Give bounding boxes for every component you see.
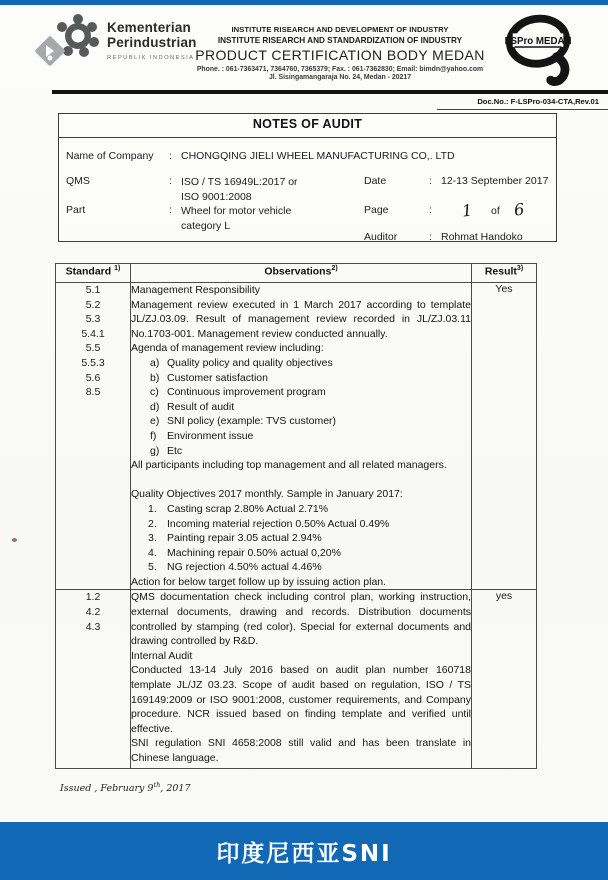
list-marker: d): [150, 400, 160, 413]
top-blue-strip: [0, 0, 608, 5]
list-item: [131, 517, 471, 532]
company-value: CHONGQING JIELI WHEEL MANUFACTURING CO,. LTD: [181, 150, 455, 162]
list-text: Quality policy and quality objectives: [167, 356, 333, 369]
notes-of-audit-box: [58, 113, 557, 242]
list-marker: f): [150, 429, 157, 442]
obs-paragraph: Quality Objectives 2017 monthly. Sample in January 2017:: [131, 488, 403, 501]
ministry-line2: Perindustrian: [107, 35, 197, 50]
part-value-line2: category L: [181, 219, 231, 232]
list-text: Etc: [167, 444, 183, 457]
list-item: [131, 371, 471, 386]
standard-ref: 8.5: [85, 386, 101, 399]
audit-info-fields: [59, 138, 556, 241]
ministry-line3: REPUBLIK INDONESIA: [107, 55, 195, 61]
standard-ref: 5.1: [85, 284, 101, 296]
list-text: Continuous improvement program: [167, 386, 326, 399]
result-cell: yes: [472, 590, 537, 769]
letterhead-center: [182, 25, 498, 81]
standard-ref: 5.4.1: [81, 327, 105, 340]
audit-table: [55, 263, 537, 769]
list-marker: 2.: [148, 517, 157, 530]
kemenperin-gear-logo: [34, 14, 106, 75]
auditor-label: Auditor: [364, 231, 398, 243]
phone-line: Phone. : 061-7363471, 7364760, 7365379; Fax. : 061-7362830; Email: bimdn@yahoo.com: [196, 66, 484, 73]
standard-ref: 1.2: [85, 591, 101, 604]
standard-ref: 5.3: [85, 313, 101, 326]
handwritten-page-current: 1: [460, 200, 474, 221]
issued-year: , 2017: [160, 783, 191, 795]
standard-ref: 5.2: [85, 298, 101, 311]
obs-paragraph: QMS documentation check including control plan, working instruction, external documents, drawing and records. Distribution documents controlled by stamping (red color). Special for external documents and drawing controlled by R&D.: [131, 591, 471, 648]
qms-label: QMS: [66, 175, 90, 187]
list-marker: g): [150, 444, 160, 457]
list-item: [131, 429, 471, 444]
certification-body-name: PRODUCT CERTIFICATION BODY MEDAN: [195, 47, 485, 63]
list-item: [131, 531, 471, 546]
banner-text: 印度尼西亚SNI: [216, 840, 392, 867]
list-item: [131, 400, 471, 415]
table-row: [56, 590, 537, 769]
list-item: [131, 385, 471, 400]
company-label: Name of Company: [66, 150, 154, 162]
institute-line1: INSTITUTE RISEARCH AND DEVELOPMENT OF INDUSTRY: [231, 25, 449, 34]
list-item: [131, 414, 471, 429]
obs-paragraph: Management review executed in 1 March 2017 according to template JL/ZJ.03.09. Result of management review recorded in JL/ZJ.03.11 No.1703-001. Management review conducted annually.: [131, 298, 471, 340]
list-marker: 5.: [148, 561, 157, 574]
result-column-header: [472, 264, 537, 283]
institute-line2: INSTITUTE RISEARCH AND STANDARDIZATION OF INDUSTRY: [217, 36, 463, 45]
observations-header-text: Observations: [264, 265, 332, 278]
address-line: Jl. Sisingamangaraja No. 24, Medan - 20217: [268, 74, 412, 81]
table-row: [56, 283, 537, 590]
issued-date-line: [60, 781, 191, 794]
standard-ref: 5.5: [85, 342, 101, 355]
page-title: NOTES OF AUDIT: [59, 114, 556, 138]
colon: :: [429, 231, 432, 243]
obs-heading: Management Responsibility: [131, 284, 260, 296]
standard-header-sup: 1): [114, 265, 121, 272]
list-marker: b): [150, 371, 160, 384]
list-item: [131, 560, 471, 575]
observations-column-header: [131, 264, 472, 283]
qms-value: [181, 175, 298, 204]
lspro-logo-text: LSPro MEDAN: [504, 36, 572, 48]
list-text: Customer satisfaction: [167, 371, 268, 384]
observations-cell: [131, 283, 472, 590]
bottom-banner: [0, 822, 608, 880]
standard-ref: 4.2: [85, 606, 101, 619]
part-value: [181, 204, 291, 233]
observations-header-sup: 2): [331, 265, 338, 272]
table-header-row: [56, 264, 537, 283]
page-label: Page: [364, 204, 389, 216]
standard-header-text: Standard: [65, 265, 115, 278]
blank-line: [131, 473, 471, 488]
auditor-row: [59, 231, 556, 245]
date-label: Date: [364, 175, 387, 187]
list-text: SNI policy (example: TVS customer): [167, 415, 337, 428]
colon: :: [169, 204, 172, 216]
part-label: Part: [66, 204, 86, 216]
colon: :: [429, 204, 432, 216]
observations-cell: [131, 590, 472, 769]
standard-ref: 5.5.3: [81, 356, 105, 369]
list-item: [131, 444, 471, 459]
date-value: 12-13 September 2017: [441, 175, 549, 187]
list-text: NG rejection 4.50% actual 4.46%: [167, 561, 322, 574]
standard-cell: [56, 590, 131, 769]
list-text: Environment issue: [167, 429, 254, 442]
list-item: [131, 356, 471, 371]
doc-number: Doc.No.: F-LSPro-034-CTA,Rev.01: [477, 97, 599, 106]
auditor-value: Rohmat Handoko: [441, 231, 523, 243]
colon: :: [169, 150, 172, 162]
issued-text: Issued , February 9: [60, 783, 154, 795]
part-row: [59, 199, 556, 232]
list-marker: 4.: [148, 546, 157, 559]
qms-value-line1: ISO / TS 16949L:2017 or: [181, 176, 298, 188]
obs-paragraph: All participants including top management and all related managers.: [131, 459, 447, 472]
list-marker: c): [150, 386, 159, 399]
standard-cell: [56, 283, 131, 590]
list-item: [131, 502, 471, 517]
list-text: Painting repair 3.05 actual 2.94%: [167, 532, 322, 545]
part-value-line1: Wheel for motor vehicle: [181, 205, 292, 217]
result-cell: Yes: [472, 283, 537, 590]
list-text: Casting scrap 2.80% Actual 2.71%: [167, 502, 329, 515]
scan-speck: [12, 538, 17, 542]
company-row: [59, 150, 556, 164]
doc-number-underline: [437, 109, 608, 110]
page-of-word: of: [491, 205, 500, 217]
list-marker: 3.: [148, 532, 157, 545]
result-header-text: Result: [484, 265, 517, 278]
list-marker: a): [150, 356, 160, 369]
qms-value-line2: ISO 9001:2008: [181, 190, 252, 203]
handwritten-page-total: 6: [512, 199, 526, 220]
obs-paragraph: Conducted 13-14 July 2016 based on audit plan number 160718 template JL/JZ 03.23. Scope of audit based on regulation, ISO / TS 169149:2009 or ISO 9001:2008, customer requirements, and Company procedure. NCR issued based on finding template and verified until effective.: [131, 664, 471, 735]
letterhead-divider: [52, 90, 608, 94]
obs-paragraph: Action for below target follow up by issuing action plan.: [131, 575, 387, 588]
list-text: Incoming material rejection 0.50% Actual 0.49%: [167, 517, 390, 530]
ministry-line1: Kementerian: [107, 20, 191, 35]
colon: :: [169, 175, 172, 187]
obs-paragraph: Internal Audit: [131, 649, 193, 662]
obs-paragraph: Agenda of management review including:: [131, 342, 324, 355]
list-marker: e): [150, 415, 160, 428]
list-text: Result of audit: [167, 400, 235, 413]
issued-sup: th: [153, 781, 161, 789]
list-item: [131, 546, 471, 561]
standard-ref: 5.6: [85, 371, 101, 384]
colon: :: [429, 175, 432, 187]
standard-column-header: [56, 264, 131, 283]
qms-row: [59, 175, 556, 203]
list-text: Machining repair 0.50% actual 0,20%: [167, 546, 341, 559]
lspro-medan-logo: [503, 8, 577, 91]
result-header-sup: 3): [516, 265, 524, 272]
list-marker: 1.: [148, 502, 157, 515]
obs-paragraph: SNI regulation SNI 4658:2008 still valid and has been translate in Chinese language.: [131, 737, 471, 764]
standard-ref: 4.3: [85, 620, 101, 633]
